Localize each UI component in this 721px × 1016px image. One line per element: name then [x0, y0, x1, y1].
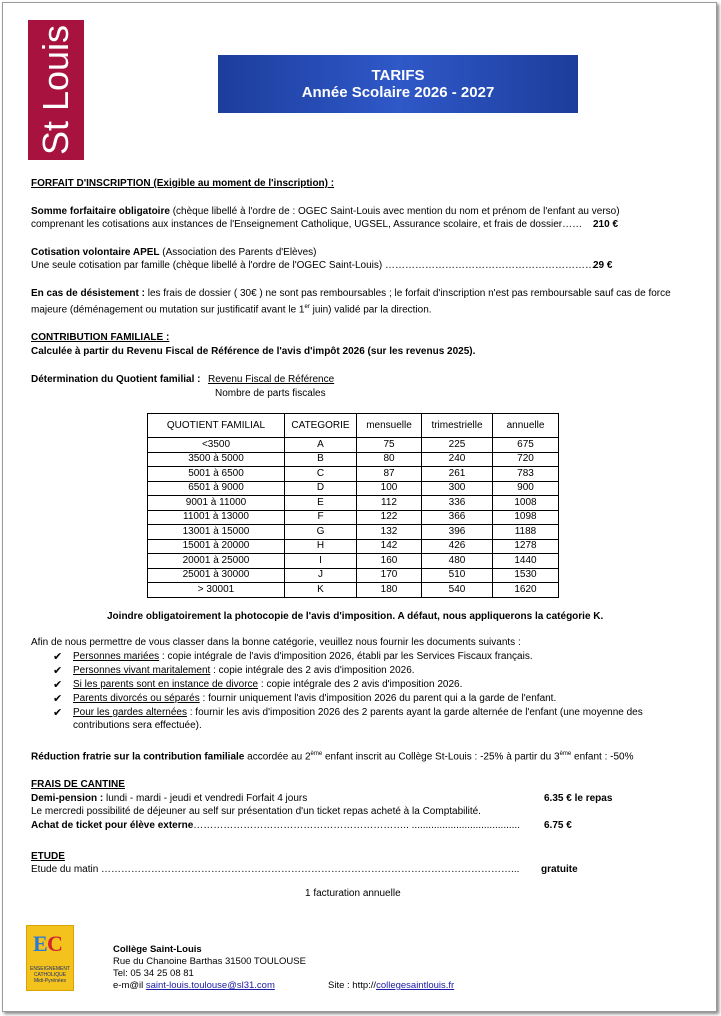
check-icon: ✔ [53, 651, 63, 663]
logo-caption-line1: ENSEIGNEMENT [29, 966, 70, 972]
doc-item-text: : copie intégrale des 2 avis d'imposition 2026. [210, 665, 415, 676]
somme-text2: comprenant les cotisations aux instances de l'Enseignement Catholique, UGSEL, Assurance scolaire, et frais de dossier…… [31, 219, 583, 230]
title-line2: Année Scolaire 2026 - 2027 [301, 84, 495, 101]
demi-pension-line [31, 793, 307, 805]
cell: 15001 à 20000 [148, 539, 285, 554]
somme-label: Somme forfaitaire obligatoire [31, 206, 170, 217]
footer-school-name: Collège Saint-Louis [113, 944, 202, 955]
title-line1: TARIFS [371, 67, 425, 84]
cell: 720 [493, 452, 559, 467]
table-row [148, 554, 559, 569]
cell: C [285, 467, 357, 482]
cell: 1188 [493, 525, 559, 540]
quotient-numerator: Revenu Fiscal de Référence [208, 374, 335, 385]
cell: 240 [422, 452, 493, 467]
cell: 1278 [493, 539, 559, 554]
cell: 783 [493, 467, 559, 482]
desist-line2 [31, 301, 432, 316]
doc-item-text: : copie intégrale des 2 avis d'imposition 2026. [258, 679, 463, 690]
somme-text1: (chèque libellé à l'ordre de : OGEC Saint-Louis avec mention du nom et prénom de l'enfant au verso) [169, 206, 620, 217]
cell: A [285, 438, 357, 453]
cell: 675 [493, 438, 559, 453]
cell: 6501 à 9000 [148, 481, 285, 496]
joindre-notice: Joindre obligatoirement la photocopie de l'avis d'imposition. A défaut, nous appliquerons la catégorie K. [107, 611, 604, 622]
cell: F [285, 510, 357, 525]
cell: 300 [422, 481, 493, 496]
doc-item-label: Personnes mariées [73, 651, 160, 662]
cell: 396 [422, 525, 493, 540]
cell: <3500 [148, 438, 285, 453]
table-row [148, 496, 559, 511]
cell: 142 [357, 539, 422, 554]
desist-text2b: juin) validé par la direction. [309, 304, 432, 316]
cell: 132 [357, 525, 422, 540]
cell: 1620 [493, 583, 559, 598]
check-icon: ✔ [53, 707, 63, 719]
check-icon: ✔ [53, 665, 63, 677]
ticket-dots: ……………………………………………………….. ....................................... [193, 820, 520, 831]
facturation-text: 1 facturation annuelle [305, 888, 401, 899]
desist-text1: les frais de dossier ( 30€ ) ne sont pas remboursables ; le forfait d'inscription n'est pas remboursable sauf cas de force [144, 288, 671, 299]
enseignement-catholique-logo [26, 925, 74, 991]
cell: E [285, 496, 357, 511]
doc-item-text: : copie intégrale de l'avis d'imposition 2026, établi par les Services Fiscaux français. [159, 651, 533, 662]
ticket-amount: 6.75 € [544, 820, 572, 831]
cell: 170 [357, 568, 422, 583]
desist-sup: er [304, 304, 310, 310]
cell: 9001 à 11000 [148, 496, 285, 511]
cell: 3500 à 5000 [148, 452, 285, 467]
cell: 25001 à 30000 [148, 568, 285, 583]
doc-item-label: Pour les gardes alternées [73, 707, 187, 718]
apel-text1: (Association des Parents d'Elèves) [159, 247, 317, 258]
apel-text2: Une seule cotisation par famille (chèque libellé à l'ordre de l'OGEC Saint-Louis) ……………………………………………………… [31, 260, 595, 271]
table-header-row [148, 414, 559, 438]
footer-email-label: e-m@il [113, 980, 146, 991]
demi-text: lundi - mardi - jeudi et vendredi Forfait 4 jours [103, 793, 308, 804]
cell: 261 [422, 467, 493, 482]
table-row [148, 452, 559, 467]
header-annuelle: annuelle [493, 414, 559, 438]
table-row [148, 481, 559, 496]
footer-tel: Tel: 05 34 25 08 81 [113, 968, 194, 979]
doc-item-alternees [73, 707, 643, 719]
mercredi-text: Le mercredi possibilité de déjeuner au self sur présentation d'un ticket repas acheté à la Comptabilité. [31, 806, 481, 817]
doc-item-divorce [73, 679, 462, 691]
reduction-text-c: enfant : -50% [571, 751, 634, 763]
cell: G [285, 525, 357, 540]
cell: 336 [422, 496, 493, 511]
cell: 426 [422, 539, 493, 554]
doc-item-maries [73, 651, 533, 663]
logo-c-glyph: C [47, 931, 63, 956]
doc-item-separes [73, 693, 556, 705]
demi-label: Demi-pension : [31, 793, 104, 804]
doc-item-maritalement [73, 665, 415, 677]
cell: 80 [357, 452, 422, 467]
table-row [148, 438, 559, 453]
check-icon: ✔ [53, 679, 63, 691]
reduction-sup1: ème [310, 751, 323, 757]
logo-e-glyph: E [33, 931, 48, 956]
table-row [148, 568, 559, 583]
cell: H [285, 539, 357, 554]
footer-email-line [113, 980, 275, 992]
apel-line1 [31, 247, 317, 259]
cell: 1098 [493, 510, 559, 525]
cell: 112 [357, 496, 422, 511]
cell: 1530 [493, 568, 559, 583]
somme-line1 [31, 206, 620, 218]
ticket-line [31, 820, 520, 832]
header-quotient: QUOTIENT FAMILIAL [148, 414, 285, 438]
ticket-label: Achat de ticket pour élève externe [31, 820, 194, 831]
cell: 366 [422, 510, 493, 525]
reduction-text-a: accordée au 2 [244, 751, 311, 763]
cell: 480 [422, 554, 493, 569]
doc-item-label: Si les parents sont en instance de divorce [73, 679, 259, 690]
table-row [148, 510, 559, 525]
cell: 1008 [493, 496, 559, 511]
apel-amount: 29 € [593, 260, 613, 271]
cell: 13001 à 15000 [148, 525, 285, 540]
doc-item-text: : fournir les avis d'imposition 2026 des 2 parents ayant la garde alternée de l'enfant (une moyenne des [186, 707, 643, 718]
cell: 510 [422, 568, 493, 583]
etude-text: Etude du matin ……………………………………………………………………………………………………………... [31, 864, 520, 875]
etude-amount: gratuite [541, 864, 578, 875]
cell: 160 [357, 554, 422, 569]
desist-text2a: majeure (déménagement ou mutation sur justificatif avant le 1 [31, 304, 305, 316]
cantine-heading: FRAIS DE CANTINE [31, 779, 125, 790]
etude-heading: ETUDE [31, 851, 65, 862]
table-row [148, 583, 559, 598]
documents-intro: Afin de nous permettre de vous classer dans la bonne catégorie, veuillez nous fournir les documents suivants : [31, 637, 521, 648]
apel-label: Cotisation volontaire APEL [31, 247, 160, 258]
cell: B [285, 452, 357, 467]
cell: 1440 [493, 554, 559, 569]
cell: 20001 à 25000 [148, 554, 285, 569]
cell: J [285, 568, 357, 583]
doc-item-text: : fournir uniquement l'avis d'imposition 2026 du parent qui a la garde de l'enfant. [199, 693, 557, 704]
logo-caption [29, 966, 71, 984]
cell: 11001 à 13000 [148, 510, 285, 525]
reduction-label: Réduction fratrie sur la contribution familiale [31, 751, 245, 763]
footer-email-link[interactable]: saint-louis.toulouse@sl31.com [145, 980, 275, 991]
contribution-calc: Calculée à partir du Revenu Fiscal de Référence de l'avis d'impôt 2026 (sur les revenus 2025). [31, 346, 476, 357]
cell: 87 [357, 467, 422, 482]
reduction-sup2: ème [559, 751, 572, 757]
cell: 75 [357, 438, 422, 453]
cell: 180 [357, 583, 422, 598]
determination-label: Détermination du Quotient familial : [31, 374, 201, 385]
cell: 225 [422, 438, 493, 453]
doc-item-label: Personnes vivant maritalement [73, 665, 211, 676]
somme-amount: 210 € [593, 219, 619, 230]
desist-line1 [31, 288, 671, 300]
reduction-text-b: enfant inscrit au Collège St-Louis : -25% à partir du 3 [322, 751, 560, 763]
table-row [148, 525, 559, 540]
quotient-denominator: Nombre de parts fiscales [215, 388, 326, 399]
header-categorie: CATEGORIE [285, 414, 357, 438]
header-mensuelle: mensuelle [357, 414, 422, 438]
forfait-heading: FORFAIT D'INSCRIPTION (Exigible au moment de l'inscription) : [31, 178, 335, 189]
cell: D [285, 481, 357, 496]
logo-text: St Louis [35, 24, 77, 156]
footer-site-link[interactable]: collegesaintlouis.fr [376, 980, 455, 991]
contribution-heading: CONTRIBUTION FAMILIALE : [31, 332, 170, 343]
desist-label: En cas de désistement : [31, 288, 145, 299]
footer-site-line [328, 980, 454, 992]
cell: 122 [357, 510, 422, 525]
cell: I [285, 554, 357, 569]
title-banner [218, 55, 578, 113]
cell: 540 [422, 583, 493, 598]
logo-caption-line2: CATHOLIQUE [33, 972, 67, 978]
demi-amount: 6.35 € le repas [544, 793, 613, 804]
doc-item-alternees-line2: contributions sera effectuée). [73, 720, 202, 731]
logo-caption-line3: Midi-Pyrénées [34, 978, 66, 984]
footer-site-label: Site : http:// [328, 980, 377, 991]
cell: > 30001 [148, 583, 285, 598]
st-louis-logo [28, 20, 84, 160]
quotient-table [147, 413, 559, 598]
footer-address: Rue du Chanoine Barthas 31500 TOULOUSE [113, 956, 306, 967]
cell: 5001 à 6500 [148, 467, 285, 482]
cell: 100 [357, 481, 422, 496]
doc-item-label: Parents divorcés ou séparés [73, 693, 200, 704]
table-row [148, 539, 559, 554]
cell: 900 [493, 481, 559, 496]
reduction-line [31, 748, 634, 763]
cell: K [285, 583, 357, 598]
table-row [148, 467, 559, 482]
header-trimestrielle: trimestrielle [422, 414, 493, 438]
check-icon: ✔ [53, 693, 63, 705]
